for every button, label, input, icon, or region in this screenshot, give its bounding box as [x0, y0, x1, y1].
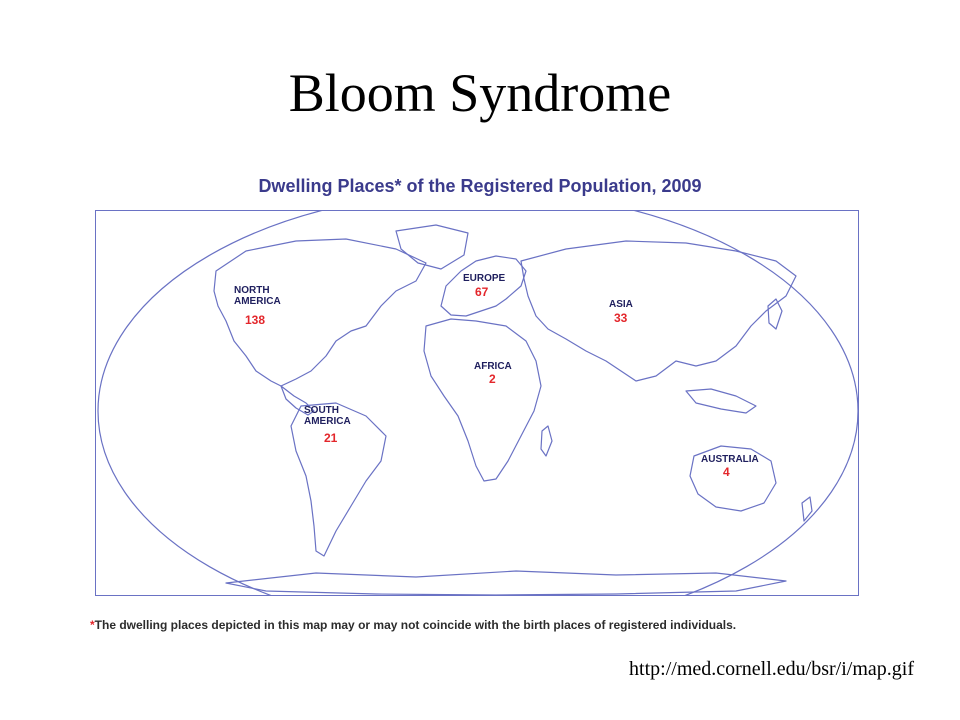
continent-africa — [424, 319, 541, 481]
map-figure — [85, 170, 875, 642]
region-label-south-america: SOUTH AMERICA — [304, 405, 351, 427]
region-count-north-america: 138 — [245, 313, 266, 327]
region-label-north-america: NORTH AMERICA — [234, 285, 281, 307]
map-projection-boundary — [98, 211, 858, 596]
region-label-asia: ASIA — [609, 299, 633, 310]
map-title: Dwelling Places* of the Registered Population, 2009 — [258, 176, 702, 196]
region-label-europe: EUROPE — [463, 273, 506, 284]
world-map-outline — [96, 211, 859, 596]
island-madagascar — [541, 426, 552, 456]
continent-antarctica — [226, 571, 786, 595]
source-url: http://med.cornell.edu/bsr/i/map.gif — [629, 658, 914, 680]
region-count-south-america: 21 — [324, 431, 338, 445]
map-footnote — [90, 618, 736, 632]
continent-greenland — [396, 225, 468, 269]
footnote-marker: * — [90, 618, 95, 632]
region-label-australia: AUSTRALIA — [701, 454, 759, 465]
slide-title: Bloom Syndrome — [288, 63, 672, 123]
region-count-australia: 4 — [723, 465, 730, 479]
islands-southeast-asia — [686, 389, 756, 413]
footnote-text: The dwelling places depicted in this map may or may not coincide with the birth places of registered individuals. — [94, 618, 737, 632]
region-count-asia: 33 — [614, 311, 628, 325]
region-label-africa: AFRICA — [474, 361, 512, 372]
region-count-africa: 2 — [489, 372, 496, 386]
map-frame — [95, 210, 859, 596]
island-japan — [768, 299, 782, 329]
region-count-europe: 67 — [475, 285, 489, 299]
continent-asia — [521, 241, 796, 381]
